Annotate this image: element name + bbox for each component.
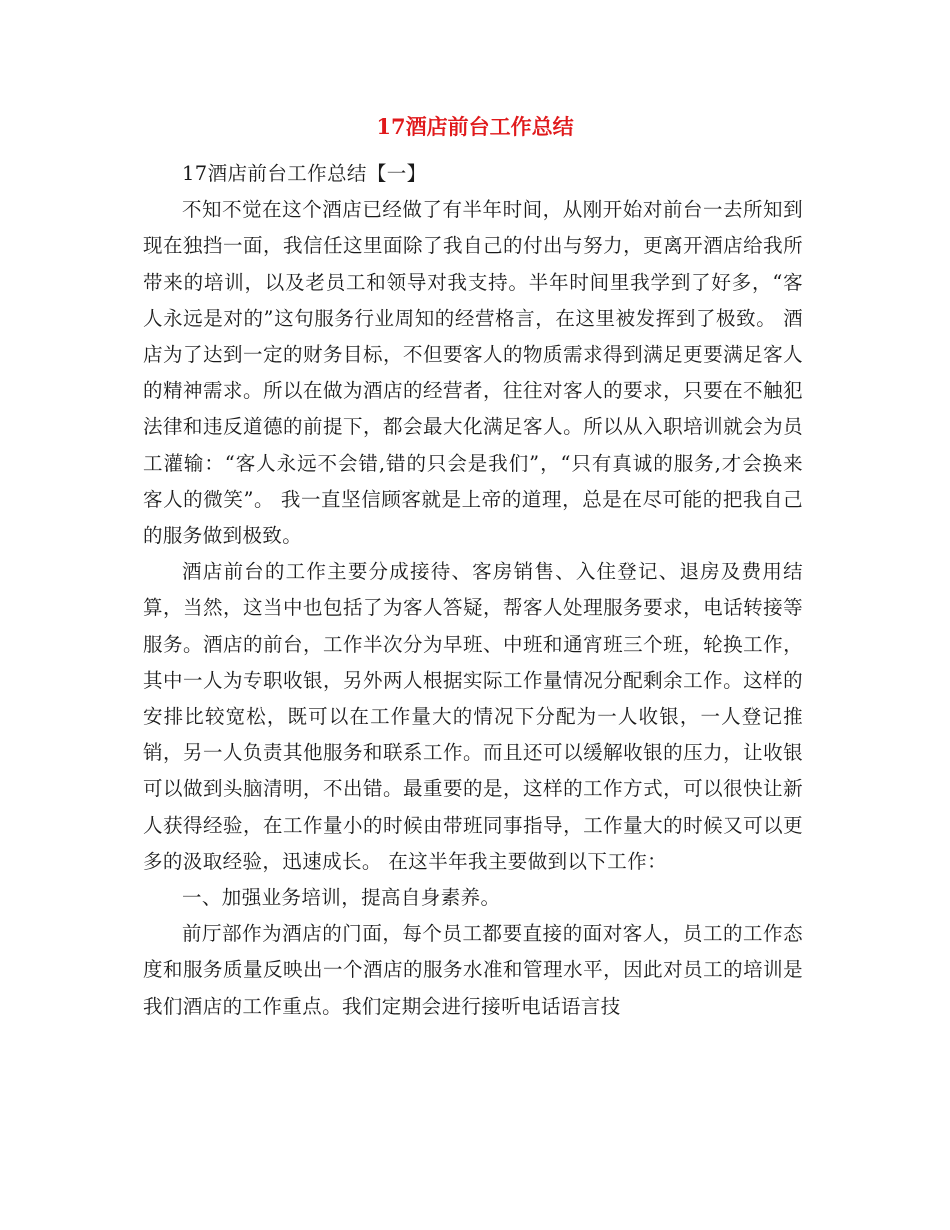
body-paragraph: 不知不觉在这个酒店已经做了有半年时间，从刚开始对前台一去所知到现在独挡一面，我信任这里面除了我自己的付出与努力，更离开酒店给我所带来的培训，以及老员工和领导对我支持。半年时间里我学到了好多，“客人永远是对的”这句服务行业周知的经营格言，在这里被发挥到了极致。 酒店为了达到一定的财务目标，不但要客人的物质需求得到满足更要满足客人的精神需求。所以在做为酒店的经营者，往往对客人的要求，只要在不触犯法律和违反道德的前提下，都会最大化满足客人。所以从入职培训就会为员工灌输：“客人永远不会错,错的只会是我们”，“只有真诚的服务,才会换来客人的微笑”。 我一直坚信顾客就是上帝的道理，总是在尽可能的把我自己的服务做到极致。 [143, 198, 803, 548]
section-heading: 17酒店前台工作总结【一】 [182, 162, 427, 185]
document-body [143, 156, 803, 1025]
body-paragraph: 前厅部作为酒店的门面，每个员工都要直接的面对客人，员工的工作态度和服务质量反映出一个酒店的服务水准和管理水平，因此对员工的培训是我们酒店的工作重点。我们定期会进行接听电话语言技 [143, 922, 803, 1018]
subsection-heading: 一、加强业务培训，提高自身素养。 [182, 886, 501, 910]
body-paragraph: 酒店前台的工作主要分成接待、客房销售、入住登记、退房及费用结算，当然，这当中也包括了为客人答疑，帮客人处理服务要求，电话转接等服务。酒店的前台，工作半次分为早班、中班和通宵班三个班，轮换工作，其中一人为专职收银，另外两人根据实际工作量情况分配剩余工作。这样的安排比较宽松，既可以在工作量大的情况下分配为一人收银，一人登记推销，另一人负责其他服务和联系工作。而且还可以缓解收银的压力，让收银可以做到头脑清明，不出错。最重要的是，这样的工作方式，可以很快让新人获得经验，在工作量小的时候由带班同事指导，工作量大的时候又可以更多的汲取经验，迅速成长。 在这半年我主要做到以下工作： [143, 560, 803, 873]
document-title: 17酒店前台工作总结 [376, 114, 574, 139]
